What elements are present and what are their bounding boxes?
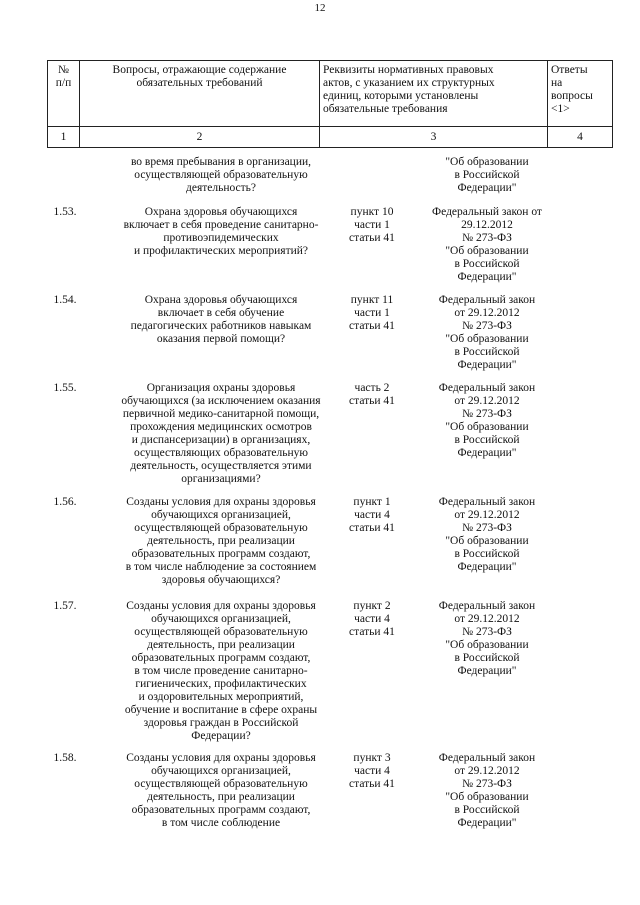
law-line: Федеральный закон <box>438 752 536 764</box>
header-text: обязательных требований <box>136 77 263 89</box>
header-text: Реквизиты нормативных правовых <box>323 64 494 76</box>
index-row <box>48 127 613 148</box>
law-line: Федеральный закон от <box>432 206 542 218</box>
law-line: "Об образовании <box>445 245 529 257</box>
law-line: от 29.12.2012 <box>454 307 520 319</box>
question-line: деятельность, при реализации <box>147 535 295 547</box>
question-line: Созданы условия для охраны здоровья <box>126 600 316 612</box>
point-line: статьи 41 <box>349 395 395 407</box>
law-line: в Российской <box>454 804 520 816</box>
question-line: оказания первой помощи? <box>156 333 286 345</box>
question-line: и профилактических мероприятий? <box>133 245 309 257</box>
header-col-number <box>48 61 80 127</box>
question-line: деятельность, при реализации <box>147 791 295 803</box>
point-line: пункт 2 <box>353 600 391 612</box>
law-line: Федерации" <box>457 561 517 573</box>
question-line: деятельность, при реализации <box>147 639 295 651</box>
table-header <box>47 60 613 148</box>
law-line: "Об образовании <box>445 421 529 433</box>
law-line: № 273-ФЗ <box>462 232 512 244</box>
header-line <box>323 64 544 77</box>
question-line: деятельность? <box>185 182 257 194</box>
header-col-answers <box>548 61 613 127</box>
law-cell <box>412 294 562 372</box>
question-cell <box>107 600 335 743</box>
law-line: Федерации" <box>457 182 517 194</box>
question-line: обучающихся (за исключением оказания <box>121 395 321 407</box>
point-line: статьи 41 <box>349 320 395 332</box>
header-text: Вопросы, отражающие содержание <box>112 64 287 76</box>
question-line: осуществляющей образовательную <box>134 522 308 534</box>
question-line: Созданы условия для охраны здоровья <box>126 752 316 764</box>
question-line: осуществляющей образовательную <box>134 778 308 790</box>
law-line: Федерации" <box>457 447 517 459</box>
index-cell: 1 <box>48 127 80 148</box>
header-row <box>48 61 613 127</box>
question-cell <box>107 752 335 830</box>
law-line: Федерации" <box>457 359 517 371</box>
row-number: 1.55. <box>53 382 77 394</box>
question-line: здоровья обучающихся? <box>161 574 281 586</box>
question-line: в том числе соблюдение <box>161 817 281 829</box>
law-line: № 273-ФЗ <box>462 408 512 420</box>
point-line: части 4 <box>354 509 390 521</box>
question-line: организациями? <box>181 473 261 485</box>
law-line: в Российской <box>454 434 520 446</box>
law-line: в Российской <box>454 548 520 560</box>
question-cell <box>107 156 335 195</box>
law-line: "Об образовании <box>445 333 529 345</box>
question-line: во время пребывания в организации, <box>130 156 312 168</box>
question-line: Охрана здоровья обучающихся <box>144 206 298 218</box>
law-line: "Об образовании <box>445 156 529 168</box>
law-line: в Российской <box>454 258 520 270</box>
header-text: на <box>551 77 563 89</box>
point-line: статьи 41 <box>349 626 395 638</box>
index-cell: 4 <box>548 127 613 148</box>
law-line: Федеральный закон <box>438 382 536 394</box>
question-line: включает в себя обучение <box>157 307 285 319</box>
page-number: 12 <box>314 2 326 14</box>
question-cell <box>107 382 335 486</box>
row-number: 1.54. <box>53 294 77 306</box>
law-cell <box>412 752 562 830</box>
question-line: обучающихся организацией, <box>151 765 291 777</box>
law-line: Федерации" <box>457 271 517 283</box>
question-cell <box>107 294 335 346</box>
law-line: "Об образовании <box>445 791 529 803</box>
header-text: <1> <box>551 103 570 115</box>
point-line: пункт 10 <box>350 206 394 218</box>
question-cell <box>107 496 335 587</box>
law-cell <box>412 156 562 195</box>
law-line: № 273-ФЗ <box>462 778 512 790</box>
question-line: гигиенических, профилактических <box>135 678 307 690</box>
header-text: вопросы <box>551 90 593 102</box>
question-line: в том числе проведение санитарно- <box>134 665 308 677</box>
row-number: 1.53. <box>53 206 77 218</box>
law-line: Федерации" <box>457 817 517 829</box>
header-text: Ответы <box>551 64 588 76</box>
row-number: 1.56. <box>53 496 77 508</box>
question-line: осуществляющих образовательную <box>133 447 309 459</box>
question-line: в том числе наблюдение за состоянием <box>125 561 317 573</box>
question-line: образовательных программ создают, <box>131 804 311 816</box>
question-line: Федерации? <box>191 730 251 742</box>
header-col-questions <box>80 61 320 127</box>
question-line: осуществляющей образовательную <box>134 169 308 181</box>
header-col-requisites <box>320 61 548 127</box>
point-line: части 4 <box>354 613 390 625</box>
question-line: деятельность, осуществляется этими <box>130 460 312 472</box>
law-line: Федерации" <box>457 665 517 677</box>
question-line: Охрана здоровья обучающихся <box>144 294 298 306</box>
question-line: образовательных программ создают, <box>131 652 311 664</box>
point-cell <box>332 206 412 245</box>
law-line: 29.12.2012 <box>461 219 513 231</box>
row-number: 1.58. <box>53 752 77 764</box>
row-number: 1.57. <box>53 600 77 612</box>
law-line: Федеральный закон <box>438 496 536 508</box>
question-line: обучающихся организацией, <box>151 613 291 625</box>
law-line: № 273-ФЗ <box>462 320 512 332</box>
header-text: обязательные требования <box>323 103 448 115</box>
point-cell <box>332 496 412 535</box>
law-line: от 29.12.2012 <box>454 613 520 625</box>
point-line: части 1 <box>354 307 390 319</box>
point-cell <box>332 294 412 333</box>
header-text: № <box>58 64 69 76</box>
question-line: противоэпидемических <box>163 232 279 244</box>
point-line: статьи 41 <box>349 522 395 534</box>
point-line: статьи 41 <box>349 232 395 244</box>
header-text: актов, с указанием их структурных <box>323 77 495 89</box>
point-line: статьи 41 <box>349 778 395 790</box>
law-line: от 29.12.2012 <box>454 509 520 521</box>
law-line: № 273-ФЗ <box>462 522 512 534</box>
law-line: в Российской <box>454 346 520 358</box>
law-line: в Российской <box>454 652 520 664</box>
question-line: педагогических работников навыкам <box>130 320 312 332</box>
law-cell <box>412 382 562 460</box>
law-cell <box>412 496 562 574</box>
law-line: в Российской <box>454 169 520 181</box>
header-text: единиц, которыми установлены <box>323 90 479 102</box>
point-cell <box>332 382 412 408</box>
header-text: п/п <box>55 77 72 89</box>
question-cell <box>107 206 335 258</box>
question-line: обучающихся организацией, <box>151 509 291 521</box>
question-line: первичной медико-санитарной помощи, <box>122 408 320 420</box>
index-cell: 3 <box>320 127 548 148</box>
point-cell <box>332 752 412 791</box>
point-line: пункт 1 <box>353 496 391 508</box>
question-line: образовательных программ создают, <box>131 548 311 560</box>
question-line: и диспансеризации) в организациях, <box>131 434 311 446</box>
point-line: части 4 <box>354 765 390 777</box>
law-line: от 29.12.2012 <box>454 395 520 407</box>
law-line: Федеральный закон <box>438 600 536 612</box>
law-line: "Об образовании <box>445 535 529 547</box>
point-line: пункт 3 <box>353 752 391 764</box>
question-line: обучение и воспитание в сфере охраны <box>124 704 318 716</box>
point-cell <box>332 600 412 639</box>
law-line: от 29.12.2012 <box>454 765 520 777</box>
question-line: включает в себя проведение санитарно- <box>123 219 319 231</box>
law-line: Федеральный закон <box>438 294 536 306</box>
point-line: часть 2 <box>354 382 390 394</box>
question-line: здоровья граждан в Российской <box>143 717 299 729</box>
question-line: прохождения медицинских осмотров <box>130 421 312 433</box>
index-cell: 2 <box>80 127 320 148</box>
point-line: пункт 11 <box>350 294 394 306</box>
law-cell <box>412 206 562 284</box>
law-line: № 273-ФЗ <box>462 626 512 638</box>
question-line: Организация охраны здоровья <box>146 382 296 394</box>
law-cell <box>412 600 562 678</box>
question-line: и оздоровительных мероприятий, <box>138 691 304 703</box>
law-line: "Об образовании <box>445 639 529 651</box>
point-line: части 1 <box>354 219 390 231</box>
question-line: Созданы условия для охраны здоровья <box>126 496 316 508</box>
question-line: осуществляющей образовательную <box>134 626 308 638</box>
